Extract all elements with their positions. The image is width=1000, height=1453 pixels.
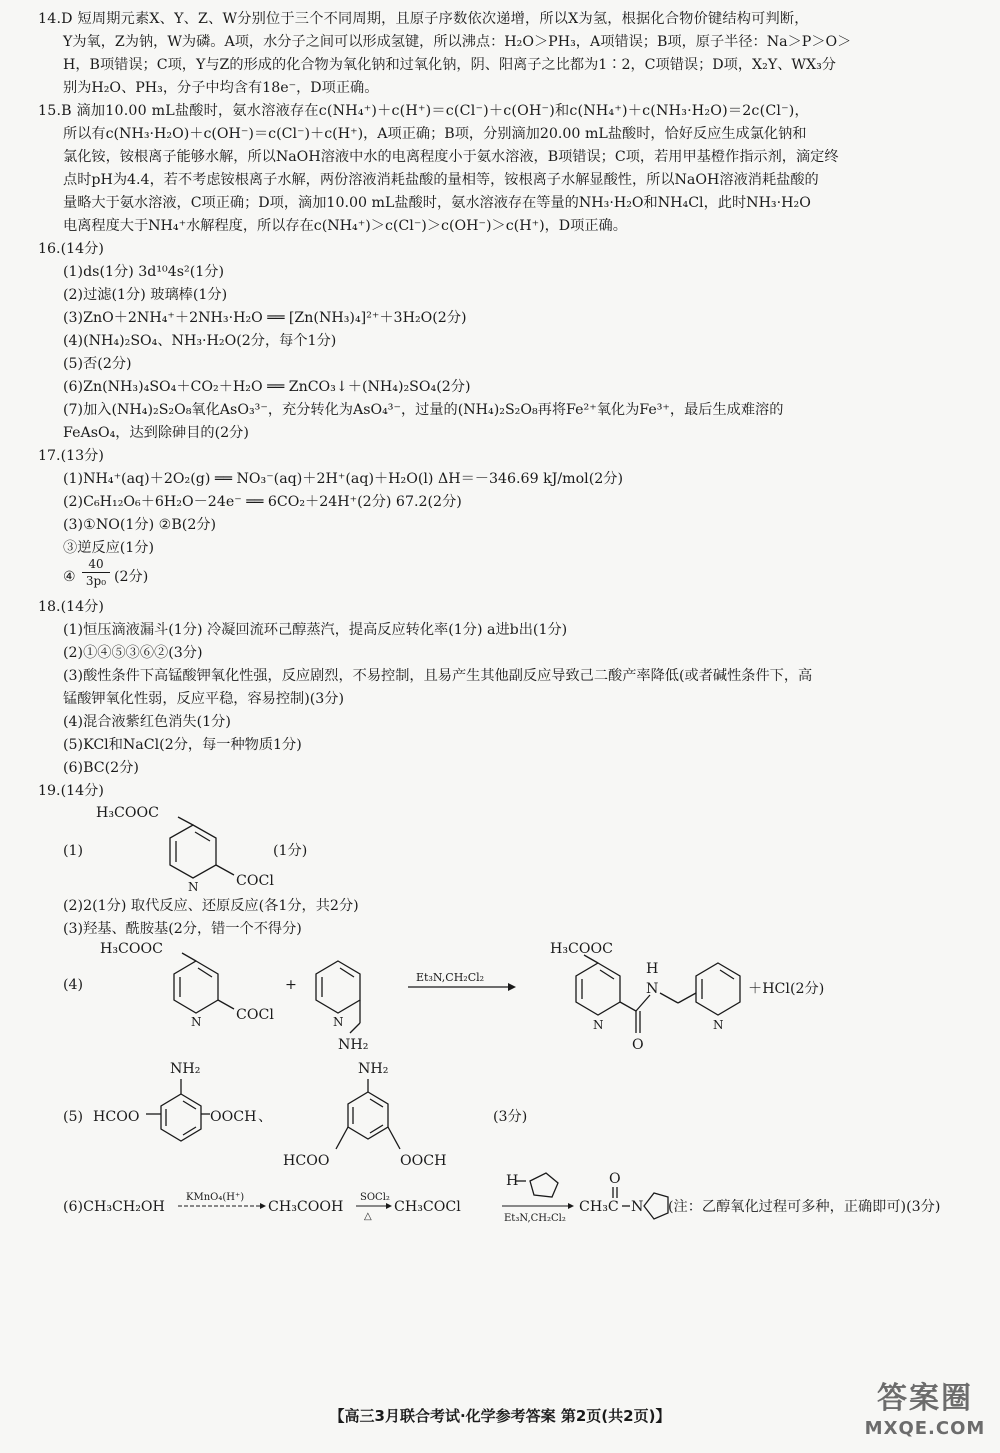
question-18-heading: 18.(14分) [38, 599, 104, 615]
reactant-ring-nitrogen: N [191, 1015, 202, 1029]
answer-18-1: (1)恒压滴液漏斗(1分) 冷凝回流环己醇蒸汽，提高反应转化率(1分) a进b出(1分) [63, 622, 568, 638]
answer-17-3: (3)①NO(1分) ②B(2分) [63, 517, 217, 533]
answer-19-1 [38, 803, 968, 895]
answer-19-5 [38, 1059, 968, 1171]
answer-14-line1: 14.D 短周期元素X、Y、Z、W分别位于三个不同周期，且原子序数依次递增，所以X为氢，根据化合物价键结构可判断， [38, 11, 809, 27]
fraction-denominator: 3p₀ [85, 574, 107, 588]
ring-nitrogen: N [188, 880, 199, 894]
reactant-pyridine-ring [174, 953, 234, 1013]
pyridine-ring [170, 817, 234, 878]
isomer2-nh2: NH₂ [358, 1061, 389, 1077]
answer-19-2: (2)2(1分) 取代反应、还原反应(各1分，共2分) [63, 898, 359, 914]
acetic-acid: CH₃COOH [268, 1199, 344, 1215]
product-second-ring-nitrogen: N [713, 1018, 724, 1032]
reagent-amidation: Et₃N,CH₂Cl₂ [504, 1213, 566, 1224]
product-carbonyl-oxygen: O [609, 1171, 621, 1187]
answer-17-2: (2)C₆H₁₂O₆＋6H₂O－24e⁻ ══ 6CO₂＋24H⁺(2分) 67.2(2分) [63, 494, 462, 510]
answer-18-2: (2)①④⑤③⑥②(3分) [63, 645, 203, 661]
answer-18-6: (6)BC(2分) [63, 760, 139, 776]
answer-19-4 [38, 941, 968, 1059]
watermark-logo-domain: MXQE.COM [864, 1418, 986, 1439]
answer-18-4: (4)混合液紫红色消失(1分) [63, 714, 231, 730]
isomer1-nh2: NH₂ [170, 1061, 201, 1077]
amine-ring-nitrogen: N [333, 1015, 344, 1029]
arrow-chlorination-head [386, 1203, 392, 1209]
answer-14-line2: Y为氧，Z为钠，W为磷。A项，水分子之间可以形成氢键，所以沸点：H₂O＞PH₃，A项错误；B项，原子半径：Na＞P＞O＞ [63, 34, 852, 50]
label-19-1: (1) [63, 843, 84, 859]
acetyl-chloride: CH₃COCl [394, 1199, 461, 1215]
structure-19-1 [38, 803, 968, 895]
answer-16-7-line1: (7)加入(NH₄)₂S₂O₈氧化AsO₃³⁻，充分转化为AsO₄³⁻，过量的(NH₄)₂S₂O₈再将Fe²⁺氧化为Fe³⁺，最后生成难溶的 [63, 402, 784, 418]
score-19-5: (3分) [493, 1109, 528, 1125]
fraction-numerator: 40 [82, 556, 110, 573]
arrow-amidation-head [568, 1203, 574, 1209]
pyrrolidine-ring [516, 1173, 558, 1197]
answer-16-3: (3)ZnO＋2NH₄⁺＋2NH₃·H₂O ══ [Zn(NH₃)₄]²⁺＋3H₂O(2分) [63, 310, 467, 326]
question-16-heading: 16.(14分) [38, 241, 104, 257]
answer-17-3-part4 [38, 557, 968, 596]
isomer2-benzene-ring [336, 1079, 400, 1149]
answer-17-3-part4-score: (2分) [114, 569, 149, 585]
answer-15-line3: 氯化铵，铵根离子能够水解，所以NaOH溶液中水的电离程度小于氨水溶液，B项错误；C项，若用甲基橙作指示剂，滴定终 [63, 149, 839, 165]
reactant-acyl-chloride: COCl [236, 1007, 274, 1023]
amide-hydrogen: H [646, 961, 659, 977]
synthesis-route-19-6 [38, 1171, 968, 1241]
answer-18-3-line2: 锰酸钾氧化性弱，反应平稳，容易控制)(3分) [63, 691, 345, 707]
answer-page [38, 8, 968, 1241]
answer-16-5: (5)否(2分) [63, 356, 132, 372]
isomer2-hcoo: HCOO [283, 1153, 330, 1169]
reactant-ester-label: H₃COOC [100, 941, 164, 957]
isomers-19-5 [38, 1059, 968, 1171]
reagent-kmno4: KMnO₄(H⁺) [186, 1192, 245, 1203]
answer-15-line2: 所以有c(NH₃·H₂O)＋c(OH⁻)＝c(Cl⁻)＋c(H⁺)，A项正确；B项，分别滴加20.00 mL盐酸时，恰好反应生成氯化钠和 [63, 126, 807, 142]
page-footer: 【高三3月联合考试·化学参考答案 第2页(共2页)】 [329, 1407, 671, 1425]
answer-19-3: (3)羟基、酰胺基(2分，错一个不得分) [63, 921, 302, 937]
answer-16-2: (2)过滤(1分) 玻璃棒(1分) [63, 287, 228, 303]
answer-14-line3: H，B项错误；C项，Y与Z的形成的化合物为氧化钠和过氧化钠，阴、阳离子之比都为1∶2，C项错误；D项，X₂Y、WX₃分 [63, 57, 836, 73]
answer-17-3-part3: ③逆反应(1分) [63, 540, 155, 556]
answer-15-line4: 点时pH为4.4，若不考虑铵根离子水解，两份溶液消耗盐酸的量相等，铵根离子水解显酸性，所以NaOH溶液消耗盐酸的 [63, 172, 819, 188]
product-amide-nitrogen: N [631, 1199, 644, 1215]
carbonyl-oxygen: O [632, 1037, 644, 1053]
product-ring-nitrogen: N [593, 1018, 604, 1032]
answer-16-6: (6)Zn(NH₃)₄SO₄＋CO₂＋H₂O ══ ZnCO₃↓＋(NH₄)₂SO₄(2分) [63, 379, 471, 395]
answer-18-5: (5)KCl和NaCl(2分，每一种物质1分) [63, 737, 302, 753]
answer-18-3-line1: (3)酸性条件下高锰酸钾氧化性强，反应剧烈，不易控制，且易产生其他副反应导致己二酸产率降低(或者碱性条件下，高 [63, 668, 813, 684]
circled-4: ④ [63, 569, 76, 585]
answer-17-1: (1)NH₄⁺(aq)＋2O₂(g) ══ NO₃⁻(aq)＋2H⁺(aq)＋H₂O(l) ΔH＝－346.69 kJ/mol(2分) [63, 471, 623, 487]
isomer-separator: 、 [258, 1109, 273, 1125]
isomer2-ooch: OOCH [400, 1153, 447, 1169]
isomer1-ooch: OOCH [210, 1109, 257, 1125]
reagent-label: Et₃N,CH₂Cl₂ [416, 971, 485, 984]
heat-symbol: △ [364, 1211, 372, 1222]
watermark-logo [860, 1379, 990, 1447]
isomer1-benzene-ring [146, 1079, 210, 1141]
route-start-ethanol: (6)CH₃CH₂OH [63, 1199, 165, 1215]
score-19-1: (1分) [273, 843, 308, 859]
ester-group-label: H₃COOC [96, 805, 160, 821]
answer-16-7-line2: FeAsO₄，达到除砷目的(2分) [63, 425, 249, 441]
label-19-4: (4) [63, 977, 84, 993]
question-19-heading: 19.(14分) [38, 783, 104, 799]
answer-15-line6: 电离程度大于NH₄⁺水解程度，所以存在c(NH₄⁺)＞c(Cl⁻)＞c(OH⁻)＞c(H⁺)，D项正确。 [63, 218, 627, 234]
label-19-5: (5) [63, 1109, 84, 1125]
answer-16-1: (1)ds(1分) 3d¹⁰4s²(1分) [63, 264, 225, 280]
amine-nh2: NH₂ [338, 1037, 369, 1053]
note-19-6: (注：乙醇氧化过程可多种，正确即可)(3分) [668, 1199, 941, 1215]
question-17-heading: 17.(13分) [38, 448, 104, 464]
acyl-chloride-label: COCl [236, 873, 274, 889]
answer-15-line5: 量略大于氨水溶液，C项正确；D项，滴加10.00 mL盐酸时，氨水溶液存在等量的NH₃·H₂O和NH₄Cl，此时NH₃·H₂O [63, 195, 811, 211]
product-second-ring [678, 963, 740, 1015]
product-acetyl: CH₃C [579, 1199, 619, 1215]
answer-14-line4: 别为H₂O、PH₃，分子中均含有18e⁻，D项正确。 [63, 80, 379, 96]
amide-nitrogen: N [646, 981, 659, 997]
product-ester-label: H₃COOC [550, 941, 614, 957]
isomer1-hcoo: HCOO [93, 1109, 140, 1125]
reaction-19-4 [38, 941, 968, 1059]
answer-19-6 [38, 1171, 968, 1241]
arrow-oxidation-head [260, 1203, 266, 1209]
product-pyridine-ring [576, 955, 678, 1033]
pyrrolidine-hydrogen: H [506, 1173, 519, 1189]
answer-16-4: (4)(NH₄)₂SO₄、NH₃·H₂O(2分，每个1分) [63, 333, 337, 349]
answer-15-line1: 15.B 滴加10.00 mL盐酸时，氨水溶液存在c(NH₄⁺)＋c(H⁺)＝c(Cl⁻)＋c(OH⁻)和c(NH₄⁺)＋c(NH₃·H₂O)＝2c(Cl⁻)， [38, 103, 809, 119]
product-byproduct: ＋HCl(2分) [748, 981, 825, 997]
watermark-logo-text: 答案圈 [877, 1381, 973, 1416]
reagent-socl2: SOCl₂ [360, 1192, 390, 1203]
arrow-head [508, 983, 516, 991]
plus-sign: + [285, 977, 297, 993]
